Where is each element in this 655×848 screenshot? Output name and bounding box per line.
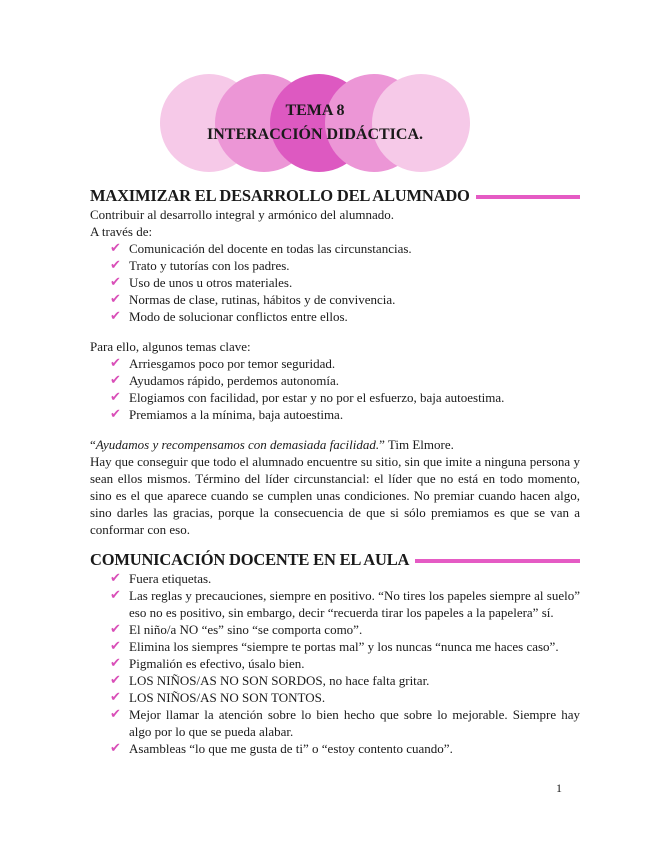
list-item: ✔ Mejor llamar la atención sobre lo bien hecho que sobre lo mejorable. Siempre hay algo por lo que se pueda alabar.	[110, 707, 580, 739]
checkmark-icon: ✔	[110, 390, 121, 405]
checkmark-icon: ✔	[110, 292, 121, 307]
title-line-1: TEMA 8	[285, 102, 345, 119]
section-heading: MAXIMIZAR EL DESARROLLO DEL ALUMNADO	[90, 186, 470, 205]
checkmark-icon: ✔	[110, 241, 121, 256]
intro-text: A través de:	[90, 224, 153, 239]
list-item: ✔ Ayudamos rápido, perdemos autonomía.	[110, 373, 340, 388]
title-line-2: INTERACCIÓN DIDÁCTICA.	[206, 126, 424, 143]
section-comunicacion	[90, 550, 580, 757]
section-heading-row	[90, 550, 580, 570]
section-maximizar	[90, 186, 580, 538]
quote: “Ayudamos y recompensamos con demasiada facilidad.” Tim Elmore.	[90, 437, 454, 452]
checkmark-icon: ✔	[110, 707, 121, 722]
list-item: ✔ Uso de unos u otros materiales.	[110, 275, 293, 290]
list-item: ✔ Elogiamos con facilidad, por estar y no por el esfuerzo, baja autoestima.	[110, 390, 505, 405]
title-banner	[160, 74, 470, 172]
checkmark-icon: ✔	[110, 258, 121, 273]
checkmark-icon: ✔	[110, 356, 121, 371]
list-item: ✔ Pigmalión es efectivo, úsalo bien.	[110, 656, 305, 671]
list-item: ✔ Fuera etiquetas.	[110, 571, 212, 586]
page-number: 1	[556, 781, 562, 795]
intro-text: Contribuir al desarrollo integral y armónico del alumnado.	[90, 207, 394, 222]
page-title	[160, 99, 470, 147]
intro-text: Para ello, algunos temas clave:	[90, 339, 251, 354]
list-item: ✔ Elimina los siempres “siempre te portas mal” y los nuncas “nunca me haces caso”.	[110, 639, 559, 654]
checkmark-icon: ✔	[110, 309, 121, 324]
checkmark-icon: ✔	[110, 407, 121, 422]
check-list	[90, 570, 580, 757]
checkmark-icon: ✔	[110, 275, 121, 290]
list-item: ✔ Arriesgamos poco por temor seguridad.	[110, 356, 336, 371]
list-item: ✔ Comunicación del docente en todas las circunstancias.	[110, 241, 412, 256]
checkmark-icon: ✔	[110, 571, 121, 586]
list-item: ✔ Premiamos a la mínima, baja autoestima.	[110, 407, 344, 422]
checkmark-icon: ✔	[110, 588, 121, 603]
check-list	[90, 355, 580, 423]
list-item: ✔ Modo de solucionar conflictos entre ellos.	[110, 309, 348, 324]
list-item: ✔ LOS NIÑOS/AS NO SON TONTOS.	[110, 690, 326, 705]
quote-text: Ayudamos y recompensamos con demasiada facilidad.	[95, 437, 380, 452]
checkmark-icon: ✔	[110, 622, 121, 637]
body-paragraph: Hay que conseguir que todo el alumnado encuentre su sitio, sin que imite a ninguna persona y sean ellos mismos. Término del líder circunstancial: el líder que no está en todo momento, sino es el que aparece cuando se cumplen unas condiciones. No premiar cuando hacen algo, sino darles las gracias, porque la consecuencia de que si sólo premiamos es que se van a conformar con eso.	[90, 454, 580, 537]
list-item: ✔ El niño/a NO “es” sino “se comporta como”.	[110, 622, 363, 637]
list-item: ✔ Normas de clase, rutinas, hábitos y de convivencia.	[110, 292, 396, 307]
checkmark-icon: ✔	[110, 656, 121, 671]
checkmark-icon: ✔	[110, 673, 121, 688]
check-list	[90, 240, 580, 325]
section-heading: COMUNICACIÓN DOCENTE EN EL AULA	[90, 550, 410, 569]
list-item: ✔ LOS NIÑOS/AS NO SON SORDOS, no hace falta gritar.	[110, 673, 430, 688]
checkmark-icon: ✔	[110, 373, 121, 388]
section-heading-row	[90, 186, 580, 206]
list-item: ✔ Asambleas “lo que me gusta de ti” o “estoy contento cuando”.	[110, 741, 453, 756]
heading-underline-bar	[415, 559, 580, 563]
checkmark-icon: ✔	[110, 639, 121, 654]
heading-underline-bar	[476, 195, 580, 199]
list-item: ✔ Trato y tutorías con los padres.	[110, 258, 290, 273]
list-item: ✔ Las reglas y precauciones, siempre en positivo. “No tires los papeles siempre al suelo” eso no es positivo, sin embargo, decir “recuerda tirar los papeles a la papelera” sí.	[110, 588, 580, 620]
checkmark-icon: ✔	[110, 741, 121, 756]
checkmark-icon: ✔	[110, 690, 121, 705]
